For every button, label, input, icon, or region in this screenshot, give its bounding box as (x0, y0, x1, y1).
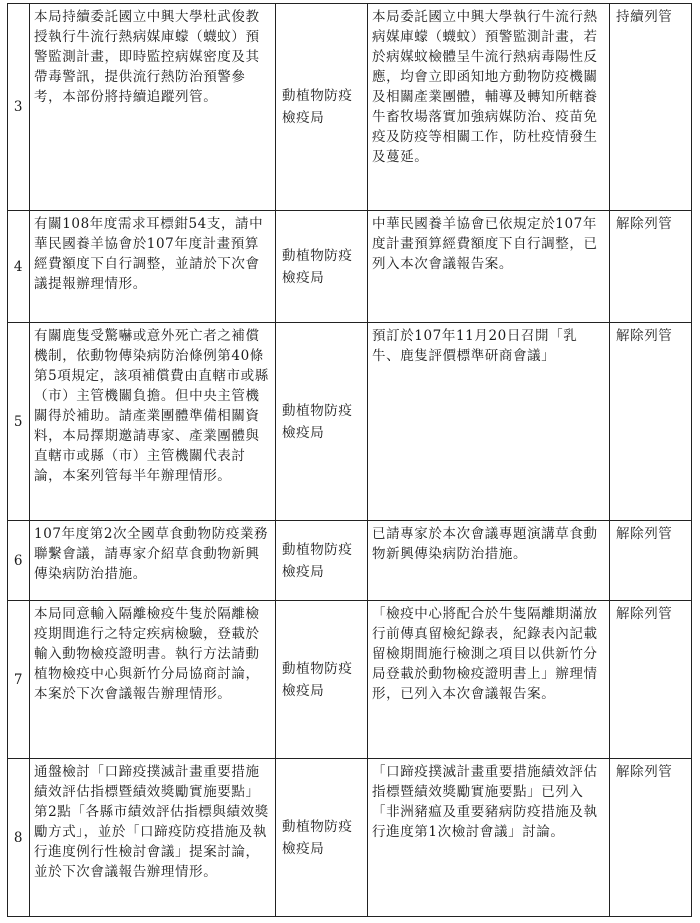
item-status: 解除列管 (610, 211, 692, 323)
item-number: 8 (8, 759, 30, 917)
item-response: 中華民國養羊協會已依規定於107年度計畫預算經費額度下自行調整，已列入本次會議報告案。 (368, 211, 610, 323)
item-description: 有關108年度需求耳標鉗54支，請中華民國養羊協會於107年度計畫預算經費額度下自行調整，並請於下次會議提報辦理情形。 (30, 211, 276, 323)
item-description: 107年度第2次全國草食動物防疫業務聯繫會議，請專家介紹草食動物新興傳染病防治措施。 (30, 521, 276, 601)
item-status: 解除列管 (610, 601, 692, 759)
item-number: 3 (8, 4, 30, 211)
item-number: 6 (8, 521, 30, 601)
item-number: 5 (8, 323, 30, 521)
table-row (8, 601, 692, 759)
item-description: 有關鹿隻受驚嚇或意外死亡者之補償機制，依動物傳染病防治條例第40條第5項規定，該項補償費由直轄市或縣（市）主管機關負擔。但中央主管機關得於補助。請產業團體準備相關資料，本局擇期邀請專家、產業團體與直轄市或縣（市）主管機關代表討論，本案列管每半年辦理情形。 (30, 323, 276, 521)
control-items-table (7, 3, 692, 917)
item-status: 解除列管 (610, 521, 692, 601)
item-unit: 動植物防疫檢疫局 (276, 601, 368, 759)
table-row (8, 323, 692, 521)
item-number: 4 (8, 211, 30, 323)
item-status: 解除列管 (610, 323, 692, 521)
item-number: 7 (8, 601, 30, 759)
table-row (8, 211, 692, 323)
item-response: 「口蹄疫撲滅計畫重要措施績效評估指標暨績效獎勵實施要點」已列入「非洲豬瘟及重要豬病防疫措施及執行進度第1次檢討會議」討論。 (368, 759, 610, 917)
item-response: 本局委託國立中興大學執行牛流行熱病媒庫蠓（蠛蚊）預警監測計畫，若於病媒蚊檢體呈牛流行熱病毒陽性反應，均會立即函知地方動物防疫機關及相關產業團體，輔導及轉知所轄養牛畜牧場落實加強病媒防治、疫苗免疫及防疫等相關工作，防杜疫情發生及蔓延。 (368, 4, 610, 211)
item-description: 本局持續委託國立中興大學杜武俊教授執行牛流行熱病媒庫蠓（蠛蚊）預警監測計畫，即時監控病媒密度及其帶毒警訊，提供流行熱防治預警參考，本部份將持續追蹤列管。 (30, 4, 276, 211)
item-response: 「檢疫中心將配合於牛隻隔離期滿放行前傳真留檢紀錄表，紀錄表內記載留檢期間施行檢測之項目以供新竹分局登載於動物檢疫證明書上」辦理情形，已列入本次會議報告案。 (368, 601, 610, 759)
item-unit: 動植物防疫檢疫局 (276, 4, 368, 211)
item-description: 本局同意輸入隔離檢疫牛隻於隔離檢疫期間進行之特定疾病檢驗，登載於輸入動物檢疫證明書。執行方法請動植物檢疫中心與新竹分局協商討論，本案於下次會議報告辦理情形。 (30, 601, 276, 759)
item-status: 持續列管 (610, 4, 692, 211)
item-unit: 動植物防疫檢疫局 (276, 759, 368, 917)
item-response: 預訂於107年11月20日召開「乳牛、鹿隻評價標準研商會議」 (368, 323, 610, 521)
item-description: 通盤檢討「口蹄疫撲滅計畫重要措施績效評估指標暨績效獎勵實施要點」第2點「各縣市績效評估指標與績效獎勵方式」，並於「口蹄疫防疫措施及執行進度例行性檢討會議」提案討論，並於下次會議報告辦理情形。 (30, 759, 276, 917)
item-response: 已請專家於本次會議專題演講草食動物新興傳染病防治措施。 (368, 521, 610, 601)
table-row (8, 521, 692, 601)
item-unit: 動植物防疫檢疫局 (276, 323, 368, 521)
table-row (8, 759, 692, 917)
item-unit: 動植物防疫檢疫局 (276, 211, 368, 323)
item-unit: 動植物防疫檢疫局 (276, 521, 368, 601)
item-status: 解除列管 (610, 759, 692, 917)
table-row (8, 4, 692, 211)
